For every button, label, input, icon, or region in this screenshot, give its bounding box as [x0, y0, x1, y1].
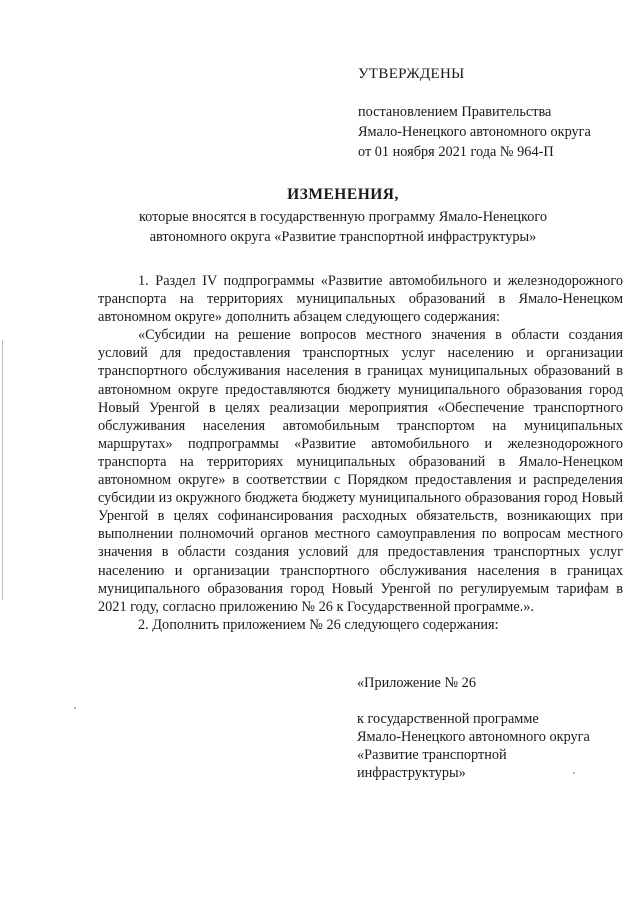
paragraph-quote: «Субсидии на решение вопросов местного значения в области создания условий для предоставления транспортных услуг населению и организации транспортного обслуживания населения в границах муниципальных образований в автономном округе предоставляются бюджету муниципального образования город Новый Уренгой в целях реализации мероприятия «Обеспечение транспортного обслуживания населения автомобильным транспортом на муниципальных маршрутах» подпрограммы «Развитие автомобильного и железнодорожного транспорта на территориях муниципальных образований в Ямало-Ненецком автономном округе» в соответствии с Порядком предоставления и распределения субсидии из окружного бюджета бюджету муниципального образования город Новый Уренгой в целях софинансирования расходных обязательств, возникающих при выполнении полномочий органов местного самоуправления по вопросам местного значения в области создания условий для предоставления транспортных услуг населению и организации транспортного обслуживания населения в границах муниципального образования город Новый Уренгой по регулируемым тарифам в 2021 году, согласно приложению № 26 к Государственной программе.».	[98, 327, 623, 615]
document-subtitle-line: автономного округа «Развитие транспортной инфраструктуры»	[149, 229, 537, 245]
approval-line: Ямало-Ненецкого автономного округа	[358, 124, 591, 140]
appendix-title: «Приложение № 26	[357, 675, 476, 691]
paragraph-item-2: 2. Дополнить приложением № 26 следующего содержания:	[138, 616, 499, 633]
appendix-line: Ямало-Ненецкого автономного округа	[357, 729, 590, 745]
scan-speck	[74, 707, 76, 709]
scan-speck	[573, 772, 575, 774]
scan-edge-mark	[2, 340, 3, 600]
document-body	[98, 272, 623, 634]
appendix-line: «Развитие транспортной	[357, 747, 507, 763]
appendix-line: к государственной программе	[357, 711, 539, 727]
approval-line: от 01 ноября 2021 года № 964-П	[358, 144, 554, 160]
approval-line: постановлением Правительства	[358, 104, 552, 120]
document-title: ИЗМЕНЕНИЯ,	[287, 186, 399, 203]
document-subtitle-line: которые вносятся в государственную программу Ямало-Ненецкого	[138, 209, 548, 225]
appendix-line: инфраструктуры»	[357, 765, 466, 781]
paragraph-item-1: 1. Раздел IV подпрограммы «Развитие автомобильного и железнодорожного транспорта на территориях муниципальных образований в Ямало-Ненецком автономном округе» дополнить абзацем следующего содержания:	[98, 273, 623, 326]
approval-title: УТВЕРЖДЕНЫ	[358, 66, 465, 82]
